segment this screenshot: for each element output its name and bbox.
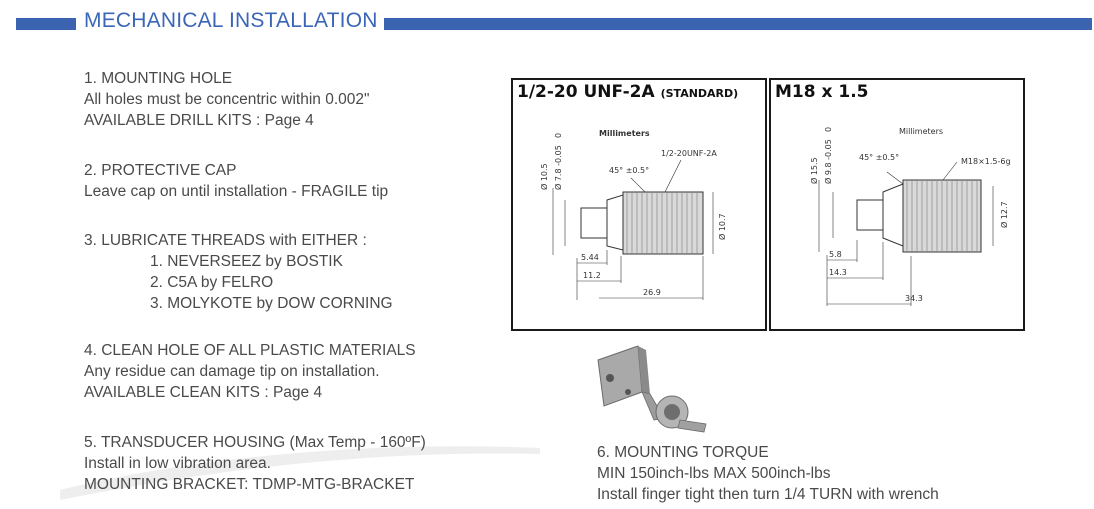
dim-label: Ø 12.7 <box>1000 201 1009 228</box>
dim-label: Ø 9.8 -0.05 <box>824 139 833 184</box>
dim-label: Ø 15.5 <box>810 157 819 184</box>
dim-label: 0 <box>554 132 563 138</box>
dim-label: 26.9 <box>643 288 661 297</box>
dim-label: 5.8 <box>829 250 842 259</box>
angle-label: 45° ±0.5° <box>859 153 900 162</box>
units-label: Millimeters <box>899 127 944 136</box>
page-title: MECHANICAL INSTALLATION <box>84 9 378 32</box>
angle-label: 45° ±0.5° <box>609 166 650 175</box>
section-clean-hole <box>84 340 416 403</box>
section-text: Leave cap on until installation - FRAGILE tip <box>84 183 389 200</box>
dim-label: Ø 7.8 -0.05 <box>554 145 563 190</box>
dim-label: 11.2 <box>583 271 601 280</box>
section-text: Any residue can damage tip on installation. <box>84 363 380 380</box>
section-text: Install in low vibration area. <box>84 455 271 472</box>
list-item: 1. NEVERSEEZ by BOSTIK <box>150 253 343 270</box>
section-lubricate-threads <box>84 230 393 314</box>
mounting-bracket-image <box>590 340 710 440</box>
section-transducer-housing <box>84 432 426 495</box>
section-title: 3. LUBRICATE THREADS with EITHER : <box>84 232 367 249</box>
list-item: 2. C5A by FELRO <box>150 274 274 291</box>
section-protective-cap <box>84 160 388 202</box>
section-text: MOUNTING BRACKET: TDMP-MTG-BRACKET <box>84 476 415 493</box>
thread-drawing <box>771 80 1023 329</box>
diagram-title: M18 x 1.5 <box>775 82 869 102</box>
dim-label: 0 <box>824 126 833 132</box>
section-title: 5. TRANSDUCER HOUSING (Max Temp - 160ºF) <box>84 434 426 451</box>
section-text: AVAILABLE DRILL KITS : Page 4 <box>84 112 314 129</box>
diagram-half-20-unf <box>511 78 767 331</box>
diagram-m18 <box>769 78 1025 331</box>
thread-label: M18×1.5-6g <box>961 157 1011 166</box>
list-item: 3. MOLYKOTE by DOW CORNING <box>150 295 393 312</box>
header-bar-left <box>16 18 76 30</box>
section-title: 1. MOUNTING HOLE <box>84 70 233 87</box>
section-title: 2. PROTECTIVE CAP <box>84 162 237 179</box>
dim-label: Ø 10.7 <box>718 213 727 240</box>
units-label: Millimeters <box>599 129 650 138</box>
dim-label: 34.3 <box>905 294 923 303</box>
diagram-title: 1/2-20 UNF-2A (STANDARD) <box>517 82 739 102</box>
section-text: MIN 150inch-lbs MAX 500inch-lbs <box>597 465 831 482</box>
section-text: AVAILABLE CLEAN KITS : Page 4 <box>84 384 323 401</box>
header-bar-right <box>384 18 1092 30</box>
section-title: 6. MOUNTING TORQUE <box>597 444 769 461</box>
thread-drawing <box>513 80 765 329</box>
dim-label: 14.3 <box>829 268 847 277</box>
section-text: Install finger tight then turn 1/4 TURN with wrench <box>597 486 939 503</box>
section-title: 4. CLEAN HOLE OF ALL PLASTIC MATERIALS <box>84 342 416 359</box>
thread-label: 1/2-20UNF-2A <box>661 149 717 158</box>
section-text: All holes must be concentric within 0.002" <box>84 91 370 108</box>
dim-label: 5.44 <box>581 253 599 262</box>
section-mounting-torque <box>597 442 939 505</box>
dim-label: Ø 10.5 <box>540 163 549 190</box>
section-mounting-hole <box>84 68 370 131</box>
